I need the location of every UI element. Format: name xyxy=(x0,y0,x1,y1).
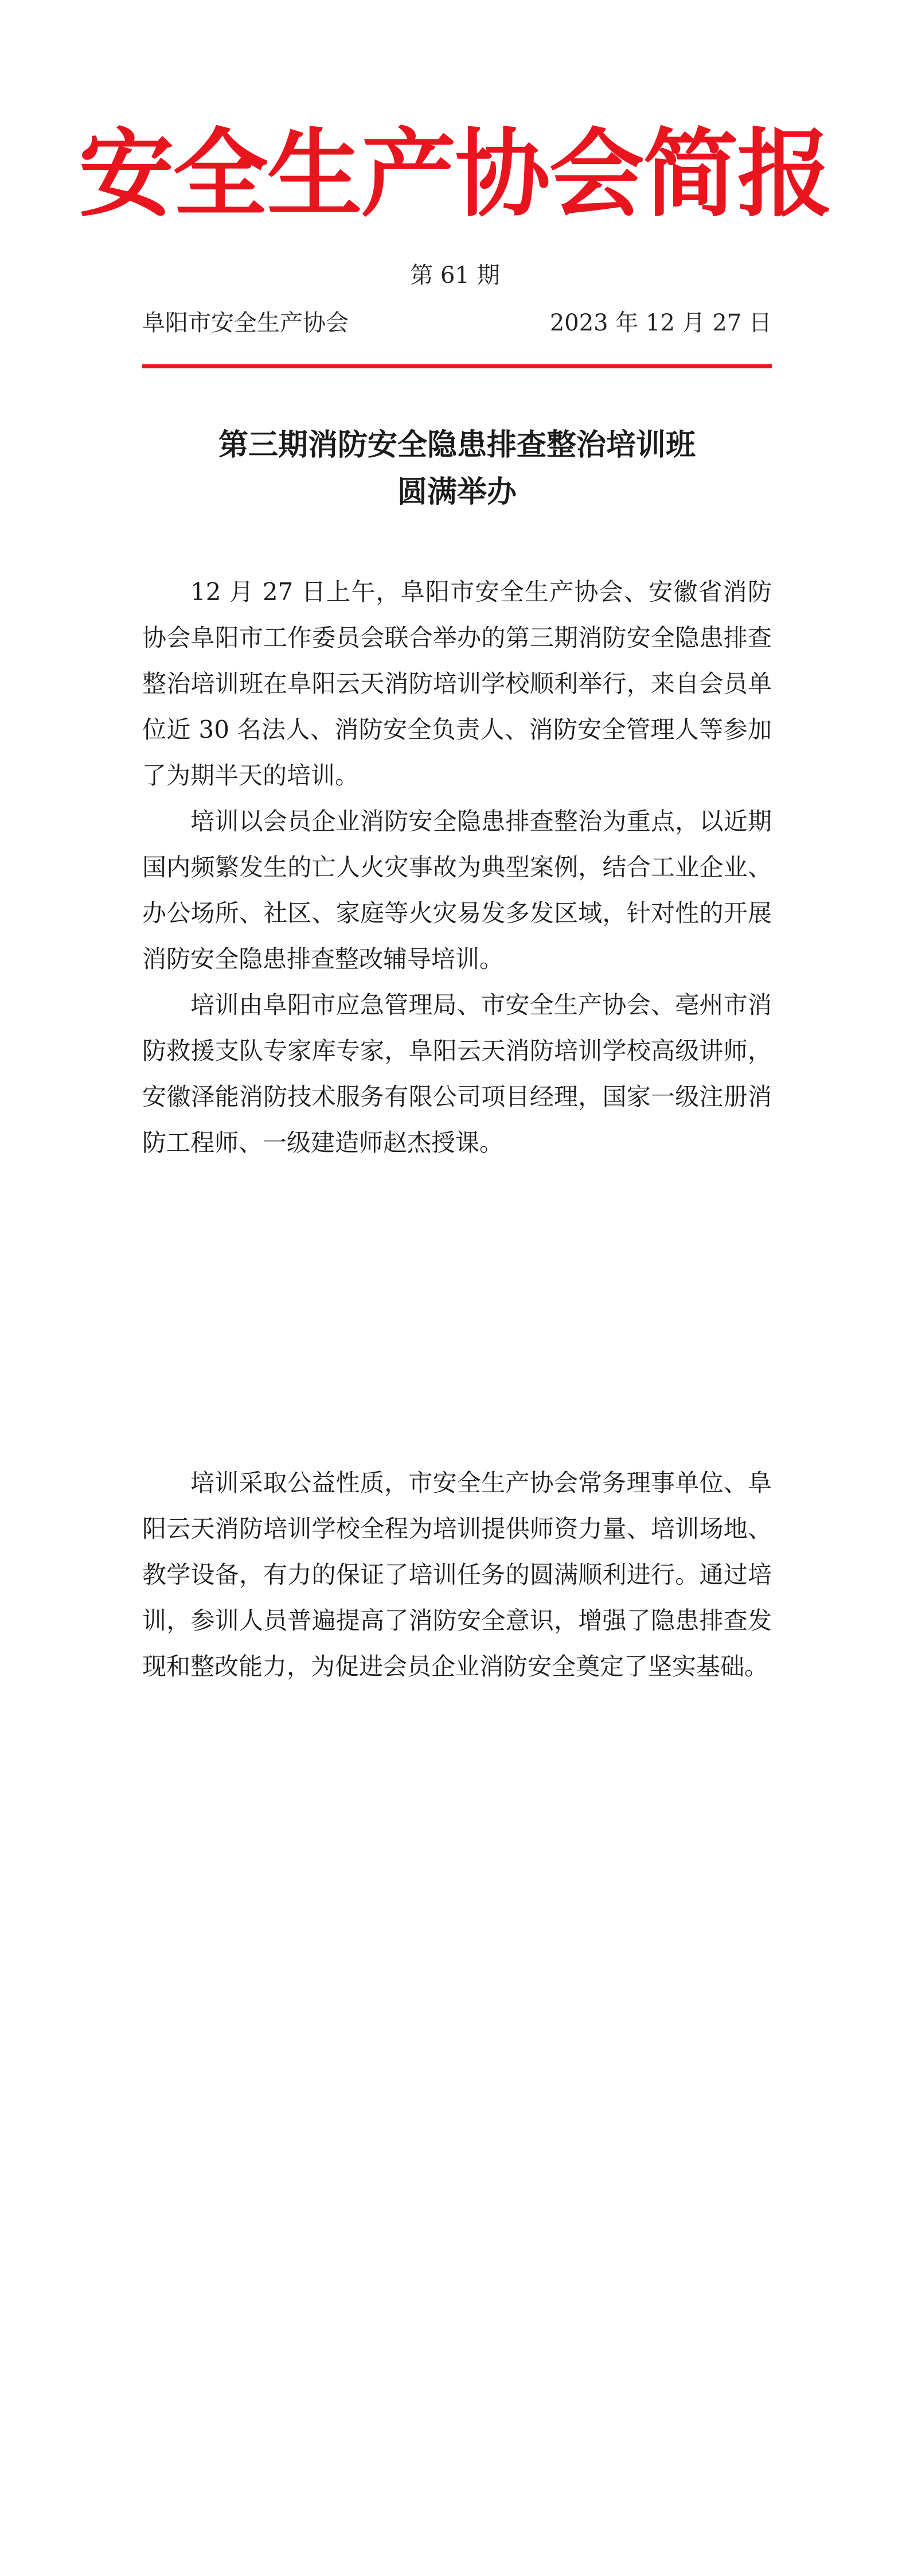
publisher-name: 阜阳市安全生产协会 xyxy=(142,310,349,336)
paragraph: 12 月 27 日上午，阜阳市安全生产协会、安徽省消防协会阜阳市工作委员会联合举办的第三期消防安全隐患排查整治培训班在阜阳云天消防培训学校顺利举行，来自会员单位近 30 名法人、消防安全负责人、消防安全管理人等参加了为期半天的培训。 xyxy=(142,578,772,789)
issue-number: 第 61 期 xyxy=(410,262,500,289)
headline-line-2: 圆满举办 xyxy=(397,475,517,509)
red-divider xyxy=(142,364,772,368)
paragraph: 培训由阜阳市应急管理局、市安全生产协会、亳州市消防救援支队专家库专家，阜阳云天消防培训学校高级讲师，安徽泽能消防技术服务有限公司项目经理，国家一级注册消防工程师、一级建造师赵杰授课。 xyxy=(142,991,772,1157)
paragraph: 培训采取公益性质，市安全生产协会常务理事单位、阜阳云天消防培训学校全程为培训提供师资力量、培训场地、教学设备，有力的保证了培训任务的圆满顺利进行。通过培训，参训人员普遍提高了消防安全意识，增强了隐患排查发现和整改能力，为促进会员企业消防安全奠定了坚实基础。 xyxy=(142,1469,772,1680)
article-body-top xyxy=(142,569,772,1166)
article-headline xyxy=(142,422,772,516)
publisher-date-row xyxy=(142,307,772,339)
masthead-title: 安全生产协会简报 xyxy=(79,119,831,230)
publish-date: 2023 年 12 月 27 日 xyxy=(549,310,772,336)
paragraph: 培训以会员企业消防安全隐患排查整治为重点，以近期国内频繁发生的亡人火灾事故为典型案例，结合工业企业、办公场所、社区、家庭等火灾易发多发区域，针对性的开展消防安全隐患排查整改辅导培训。 xyxy=(142,807,772,973)
article-body-bottom xyxy=(142,1460,772,1690)
headline-line-1: 第三期消防安全隐患排查整治培训班 xyxy=(218,428,696,462)
